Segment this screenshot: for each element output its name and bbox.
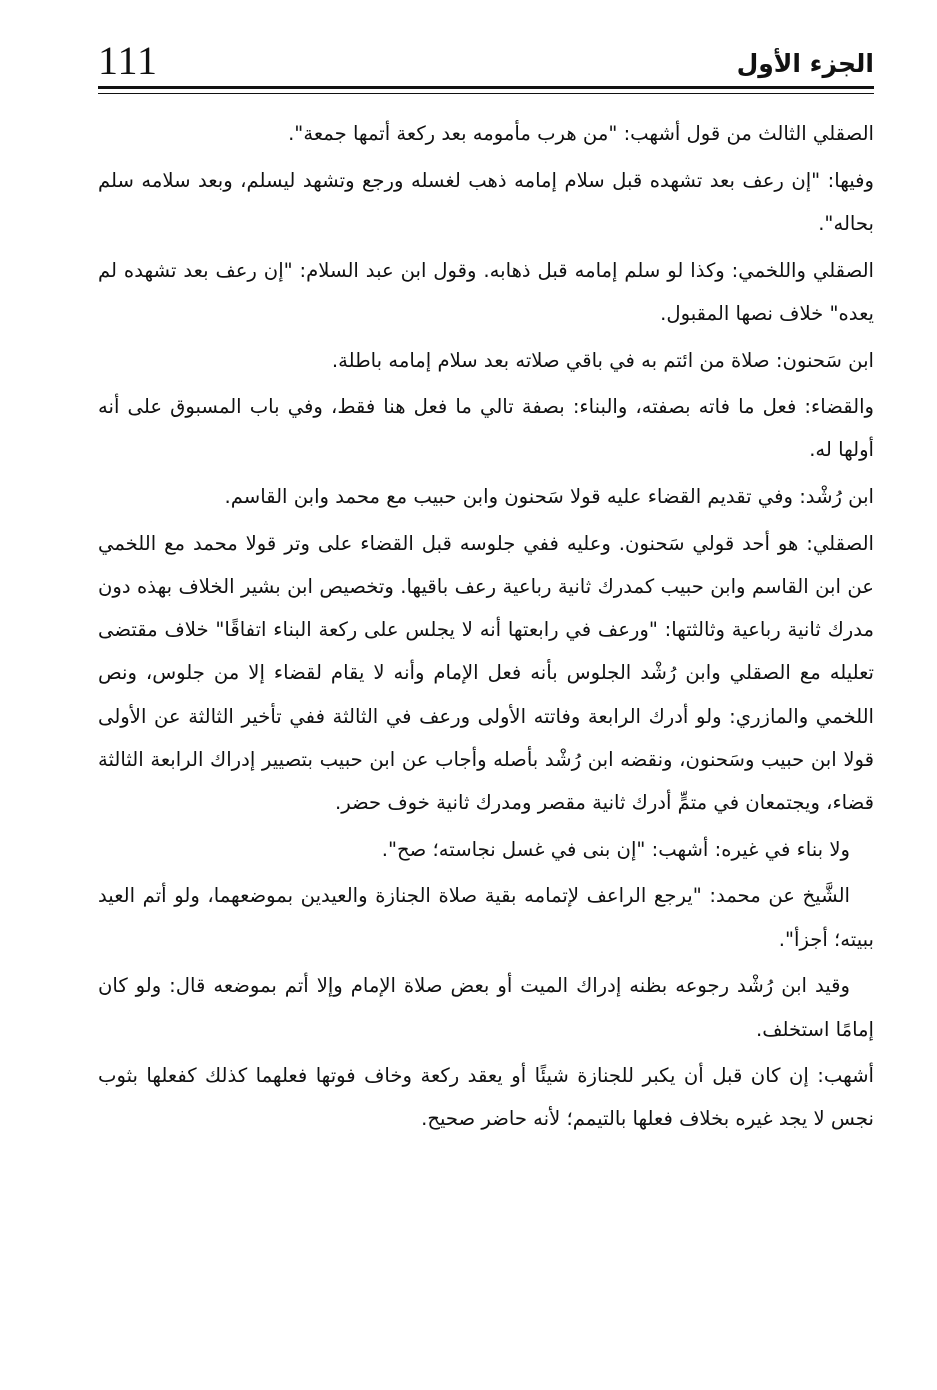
header-rule-thin	[98, 93, 874, 94]
paragraph: الصقلي: هو أحد قولي سَحنون. وعليه ففي جلوسه قبل القضاء على وتر قولا محمد مع اللخمي عن ابن القاسم وابن حبيب كمدرك ثانية رباعية رعف باقيها. وتخصيص ابن بشير الخلاف بهذه دون مدرك ثانية رباعية وثالثتها: "ورعف في رابعتها أنه لا يجلس على ركعة البناء اتفاقًا" خلاف مقتضى تعليله مع الصقلي وابن رُشْد الجلوس بأنه فعل الإمام وأنه لا يقام لقضاء إلا من جلوس، ونص اللخمي والمازري: ولو أدرك الرابعة وفاتته الأولى ورعف في الثالثة ففي تأخير الثالثة عن الأولى قولا ابن حبيب وسَحنون، ونقضه ابن رُشْد بأصله وأجاب عن ابن حبيب بتصيير إدراك الرابعة الثالثة قضاء، ويجتمعان في متمٍّ أدرك ثانية مقصر ومدرك ثانية خوف حضر.	[98, 531, 874, 815]
running-title: الجزء الأول	[736, 49, 874, 78]
paragraph: الشَّيخ عن محمد: "يرجع الراعف لإتمامه بقية صلاة الجنازة والعيدين بموضعهما، ولو أتم العيد ببيته؛ أجزأ".	[98, 884, 874, 951]
header-rule-thick	[98, 86, 874, 89]
paragraph: ابن سَحنون: صلاة من ائتم به في باقي صلاته بعد سلام إمامه باطلة.	[331, 348, 874, 372]
paragraph: والقضاء: فعل ما فاته بصفته، والبناء: بصفة تالي ما فعل هنا فقط، وفي باب المسبوق على أنه أولها له.	[98, 395, 874, 462]
body-text	[98, 112, 874, 1144]
paragraph: وقيد ابن رُشْد رجوعه بظنه إدراك الميت أو بعض صلاة الإمام وإلا أتم بموضعه قال: ولو كان إمامًا استخلف.	[98, 974, 874, 1041]
paragraph: وفيها: "إن رعف بعد تشهده قبل سلام إمامه ذهب لغسله ورجع وتشهد ليسلم، وبعد سلامه سلم بحاله".	[98, 168, 874, 235]
paragraph: ابن رُشْد: وفي تقديم القضاء عليه قولا سَحنون وابن حبيب مع محمد وابن القاسم.	[224, 485, 874, 509]
paragraph: الصقلي الثالث من قول أشهب: "من هرب مأمومه بعد ركعة أتمها جمعة".	[288, 122, 874, 145]
page-number: 111	[98, 38, 159, 83]
paragraph: ولا بناء في غيره: أشهب: "إن بنى في غسل نجاسته؛ صح".	[381, 837, 850, 861]
paragraph: الصقلي واللخمي: وكذا لو سلم إمامه قبل ذهابه. وقول ابن عبد السلام: "إن رعف بعد تشهده لم يعده" خلاف نصها المقبول.	[98, 258, 874, 325]
paragraph: أشهب: إن كان قبل أن يكبر للجنازة شيئًا أو يعقد ركعة وخاف فوتها فعلهما كذلك كفعلها بثوب نجس لا يجد غيره بخلاف فعلها بالتيمم؛ لأنه حاضر صحيح.	[98, 1064, 874, 1131]
